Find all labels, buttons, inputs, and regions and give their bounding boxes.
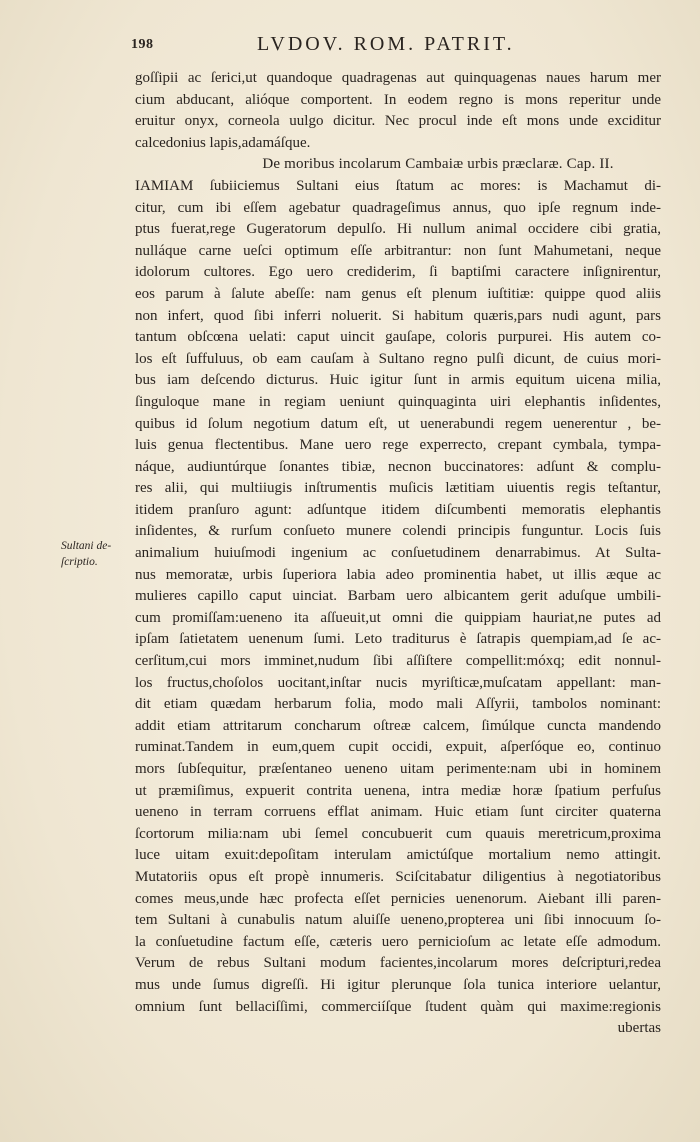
- text-line: cerſitum,cui mors imminet,nudum ſibi aſſiſtere compellit:móxq; edit nonnul-: [135, 653, 661, 670]
- text-line: náque, audiuntúrque ſonantes tibiæ, necnon buccinatores: adſunt & complu-: [135, 458, 661, 475]
- text-line: los fructus,choſolos uocitant,inſtar nucis myriſticæ,muſcatam appellant: man-: [135, 674, 661, 691]
- text-line: omnium ſunt bellaciſſimi, commerciíſque ſtudent quàm qui maxime:regionis: [135, 998, 661, 1015]
- text-line: nus memoratæ, urbis ſuperiora labia adeo prominentia habet, ut illis æque ac: [135, 566, 661, 583]
- chapter-heading: De moribus incolarum Cambaiæ urbis præclaræ. Cap. II.: [262, 156, 614, 173]
- text-line: idolorum cultores. Ego uero crediderim, ſi baptiſmi caractere inſignirentur,: [135, 264, 661, 281]
- text-line: los eſt ſuffuluus, ob eam cauſam à Sultano regno pulſi dicunt, de cuius mori-: [135, 350, 661, 367]
- text-line: tantum obſcœna uelati: caput uincit gauſape, coloris purpurei. His autem co-: [135, 329, 661, 346]
- text-line: mus unde ſumus digreſſi. Hi igitur plerunque ſola tunica interiore uelantur,: [135, 976, 661, 993]
- text-line: luis genua flectentibus. Mane uero rege experrecto, crepant cymbala, tympa-: [135, 437, 661, 454]
- body-text: [135, 68, 661, 1040]
- text-line: ruminat.Tandem in eum,quem cupit occidi, expuit, aſperſóque eo, continuo: [135, 739, 661, 756]
- text-line: mors ſubſequitur, præſentaneo ueneno uitam perimente:nam ubi in hominem: [135, 761, 661, 777]
- text-line: ut præmiſimus, expuerit contrita uenena, intra mediæ horæ ſpatium perfuſus: [135, 782, 661, 799]
- text-line: nulláque carne ueſci optimum eſſe arbitrantur: non ſunt Mahumetani, neque: [135, 242, 661, 259]
- page-number: 198: [131, 37, 154, 52]
- text-line: non infert, quod ſibi inferri noluerit. Si habitum quæris,pars nudi agunt, pars: [135, 307, 661, 324]
- text-line: bus iam deſcendo dicturus. Huic igitur ſunt in armis equitum uicena milia,: [135, 372, 661, 389]
- margin-note: [61, 538, 131, 570]
- text-line: citur, cum ibi eſſem agebatur quadrageſimus annus, quo ipſe regnum inde-: [135, 199, 661, 216]
- text-line: ſinguloque mane in regiam ueniunt quinquaginta uiri elephantis inſidentes,: [135, 393, 661, 410]
- margin-note-line: Sultani de-: [61, 540, 112, 552]
- text-line: mulieres capillo caput uinciat. Barbam uero albicantem gerit aduſque umbili-: [135, 588, 661, 605]
- text-line: cium abducant, alióque comportent. In eodem regno is mons reperitur unde: [135, 91, 661, 108]
- running-head: LVDOV. ROM. PATRIT.: [257, 33, 515, 55]
- text-line: ubertas: [617, 1020, 661, 1037]
- text-line: ptus fuerat,rege Gugeratorum depulſo. Hi nullum animal occidere cibi gratia,: [135, 221, 661, 238]
- text-line: comes meus,unde hæc profecta eſſet pernicies uenenorum. Aiebant illi paren-: [135, 890, 661, 907]
- text-line: Verum de rebus Sultani modum facientes,incolarum mores deſcripturi,redea: [135, 955, 661, 972]
- text-line: calcedonius lapis,adamáſque.: [135, 134, 311, 151]
- text-line: la conſuetudine factum eſſe, cæteris uero pernicioſum ac letate eſſe admodum.: [135, 933, 661, 950]
- text-line: goſſipii ac ſerici,ut quandoque quadragenas aut quinquagenas naues harum mer: [135, 70, 661, 86]
- text-line: res alii, qui multiiugis inſtrumentis muſicis lætitiam uiuentis regis teſtantur,: [135, 480, 661, 497]
- text-line: tem Sultani à cunabulis natum aluiſſe ueneno,propterea uni ſibi innocuum ſo-: [135, 912, 661, 929]
- text-line: dit etiam quædam herbarum folia, modo mali Aſſyrii, tambolos nominant:: [135, 696, 661, 713]
- text-line: Mutatoriis opus eſt propè innumeris. Sciſcitabatur diligentius à negotiatoribus: [135, 868, 661, 885]
- text-line: inſidentes, & rurſum conſueto munere colendi principis funguntur. Locis ſuis: [135, 523, 661, 540]
- text-line: quibus id ſolum negotium datum eſt, ut uenerabundi regem uenerentur , be-: [135, 415, 661, 432]
- text-line: ueneno in terram corruens efflat animam. Huic etiam ſunt circiter quaterna: [135, 804, 661, 821]
- text-line: eos parum à ſalute abeſſe: nam genus eſt plenum iuſtitiæ: quippe quod aliis: [135, 285, 661, 302]
- margin-note-line: ſcriptio.: [61, 556, 98, 568]
- text-line: animalium huiuſmodi ingenium ac conſuetudinem denarrabimus. At Sulta-: [135, 545, 661, 562]
- text-line: eruitur onyx, corneola uulgo dicitur. Nec procul inde eſt mons unde exciditur: [135, 113, 661, 130]
- text-line: ipſam ſatietatem uenenum ſumi. Leto traditurus è ſatrapis quempiam,ad ſe ac-: [135, 631, 661, 648]
- text-line: itidem pranſuro agunt: adſuntque itidem diſcumbenti memoratis elephantis: [135, 501, 661, 518]
- text-line: ſcortorum milia:nam ubi ſemel concubuerit cum quauis meretricum,proxima: [135, 825, 661, 842]
- text-line: luce uitam exuit:depoſitam interulam amictúſque mortalium nemo attingit.: [135, 847, 661, 864]
- text-line: cum promiſſam:ueneno ita aſſueuit,ut omni die quippiam hauriat,ne putes ad: [135, 609, 661, 626]
- page-header: [131, 33, 661, 59]
- text-line: IAMIAM ſubiiciemus Sultani eius ſtatum ac mores: is Machamut di-: [135, 177, 661, 194]
- text-line: addit etiam attritarum concharum oſtreæ calcem, ſimúlque cuncta mandendo: [135, 717, 661, 734]
